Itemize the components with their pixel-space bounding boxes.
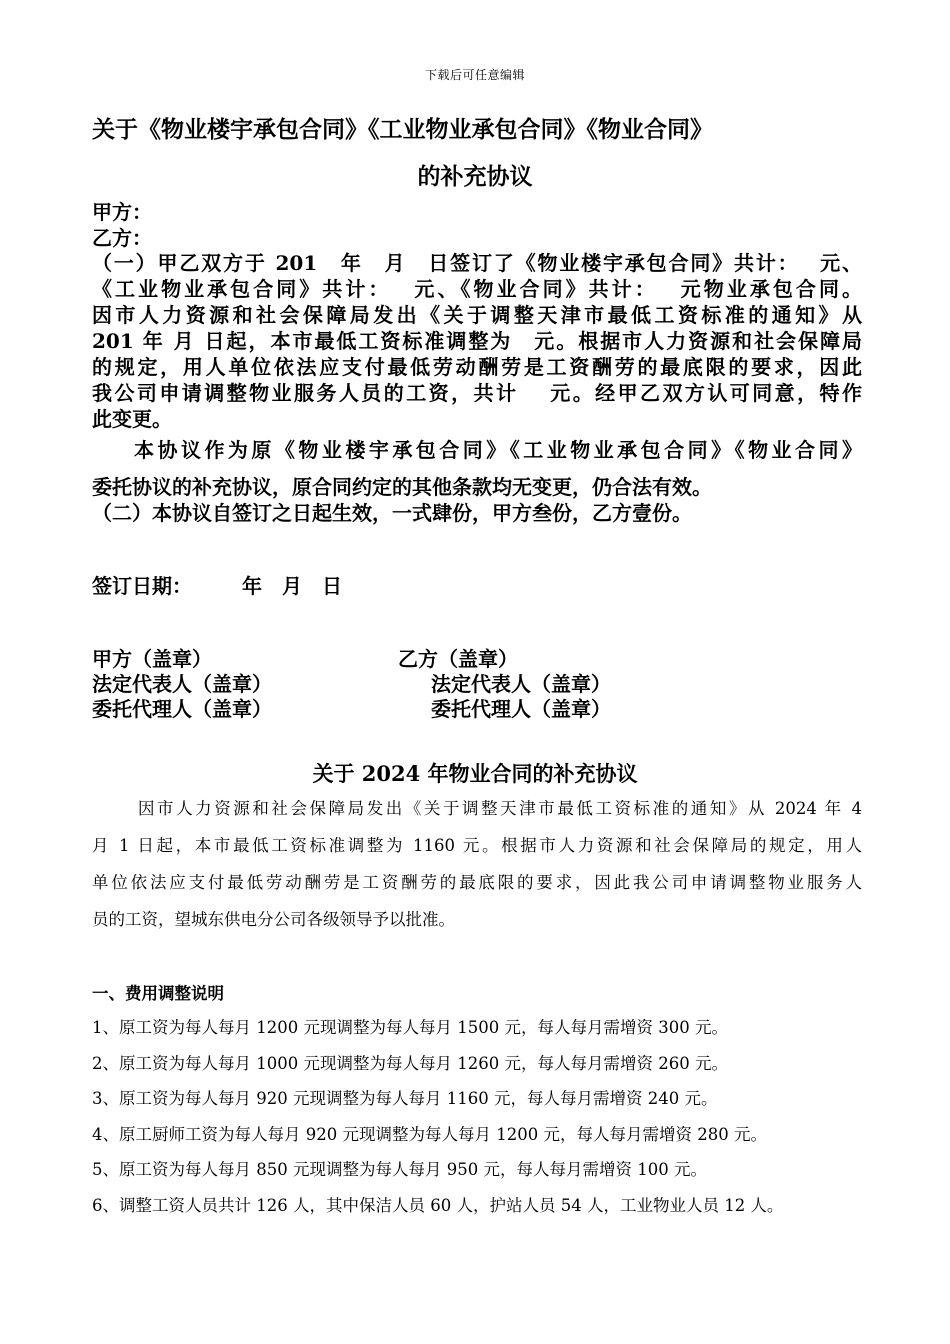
supplement-block	[92, 474, 862, 526]
second-agreement-title: 关于 2024 年物业合同的补充协议	[312, 761, 638, 786]
list-item: 6、调整工资人员共计 126 人，其中保洁人员 60 人，护站人员 54 人，工业物业人员 12 人。	[92, 1195, 784, 1215]
list-item: 4、原工厨师工资为每人每月 920 元现调整为每人每月 1200 元，每人每月需增资 280 元。	[92, 1124, 767, 1144]
intro-line: 因市人力资源和社会保障局发出《关于调整天津市最低工资标准的通知》从 2024 年 4	[138, 799, 862, 818]
supplement-line1	[134, 437, 862, 463]
adjustment-list	[92, 1010, 862, 1223]
supplement-text: 本协议作为原《物业楼宇承包合同》《工业物业承包合同》《物业合同》	[134, 438, 862, 462]
document-title-line2: 的补充协议	[417, 163, 533, 190]
clause-one-line: 此变更。	[92, 407, 172, 431]
clause-one-line: 201 年 月 日起，本市最低工资标准调整为 元。根据市人力资源和社会保障局	[92, 329, 862, 353]
list-item: 1、原工资为每人每月 1200 元现调整为每人每月 1500 元，每人每月需增资 300 元。	[92, 1018, 728, 1037]
clause-one-line: 的规定，用人单位依法应支付最低劳动酬劳是工资酬劳的最底限的要求，因此	[92, 355, 862, 379]
party-b-label: 乙方：	[92, 226, 152, 250]
intro-line: 单位依法应支付最低劳动酬劳是工资酬劳的最底限的要求，因此我公司申请调整物业服务人	[92, 873, 862, 892]
supplement-text: 委托协议的补充协议，原合同约定的其他条款均无变更，仍合法有效。	[92, 475, 712, 499]
signature-right	[398, 647, 611, 722]
clause-one-line: 《工业物业承包合同》共计： 元、《物业合同》共计： 元物业承包合同。	[92, 277, 862, 301]
clause-two: （二）本协议自签订之日起生效，一式肆份，甲方叁份，乙方壹份。	[92, 501, 692, 525]
signature-line: 甲方（盖章）	[92, 647, 212, 671]
sign-date	[92, 573, 862, 599]
signature-line: 委托代理人（盖章）	[92, 697, 272, 721]
clause-one-line: （一）甲乙双方于 201 年 月 日签订了《物业楼宇承包合同》共计： 元、	[92, 251, 862, 275]
signature-line: 法定代表人（盖章）	[92, 672, 272, 696]
party-a-label: 甲方：	[92, 200, 152, 224]
clause-one-line: 我公司申请调整物业服务人员的工资，共计 元。经甲乙双方认可同意，特作	[92, 381, 862, 405]
list-item: 3、原工资为每人每月 920 元现调整为每人每月 1160 元，每人每月需增资 240 元。	[92, 1089, 718, 1108]
sign-date-text: 签订日期： 年 月 日	[92, 574, 342, 598]
list-item: 5、原工资为每人每月 850 元现调整为每人每月 950 元，每人每月需增资 100 元。	[92, 1160, 707, 1179]
signature-line: 委托代理人（盖章）	[431, 697, 611, 721]
header-note: 下载后可任意编辑	[424, 68, 525, 82]
clause-one-line: 因市人力资源和社会保障局发出《关于调整天津市最低工资标准的通知》从	[92, 303, 862, 327]
intro-line: 月 1 日起，本市最低工资标准调整为 1160 元。根据市人力资源和社会保障局的规定，用人	[92, 836, 862, 855]
intro-line: 员的工资，望城东供电分公司各级领导予以批准。	[92, 910, 455, 929]
clause-one	[92, 250, 862, 432]
list-item: 2、原工资为每人每月 1000 元现调整为每人每月 1260 元，每人每月需增资 260 元。	[92, 1053, 728, 1073]
parties-block	[92, 199, 862, 251]
signature-line: 法定代表人（盖章）	[431, 672, 611, 696]
signature-left	[92, 647, 272, 722]
intro-paragraph	[92, 790, 862, 938]
document-title-line1: 关于《物业楼宇承包合同》《工业物业承包合同》《物业合同》	[92, 116, 713, 143]
section-heading: 一、费用调整说明	[92, 984, 224, 1003]
signature-line: 乙方（盖章）	[398, 647, 518, 671]
